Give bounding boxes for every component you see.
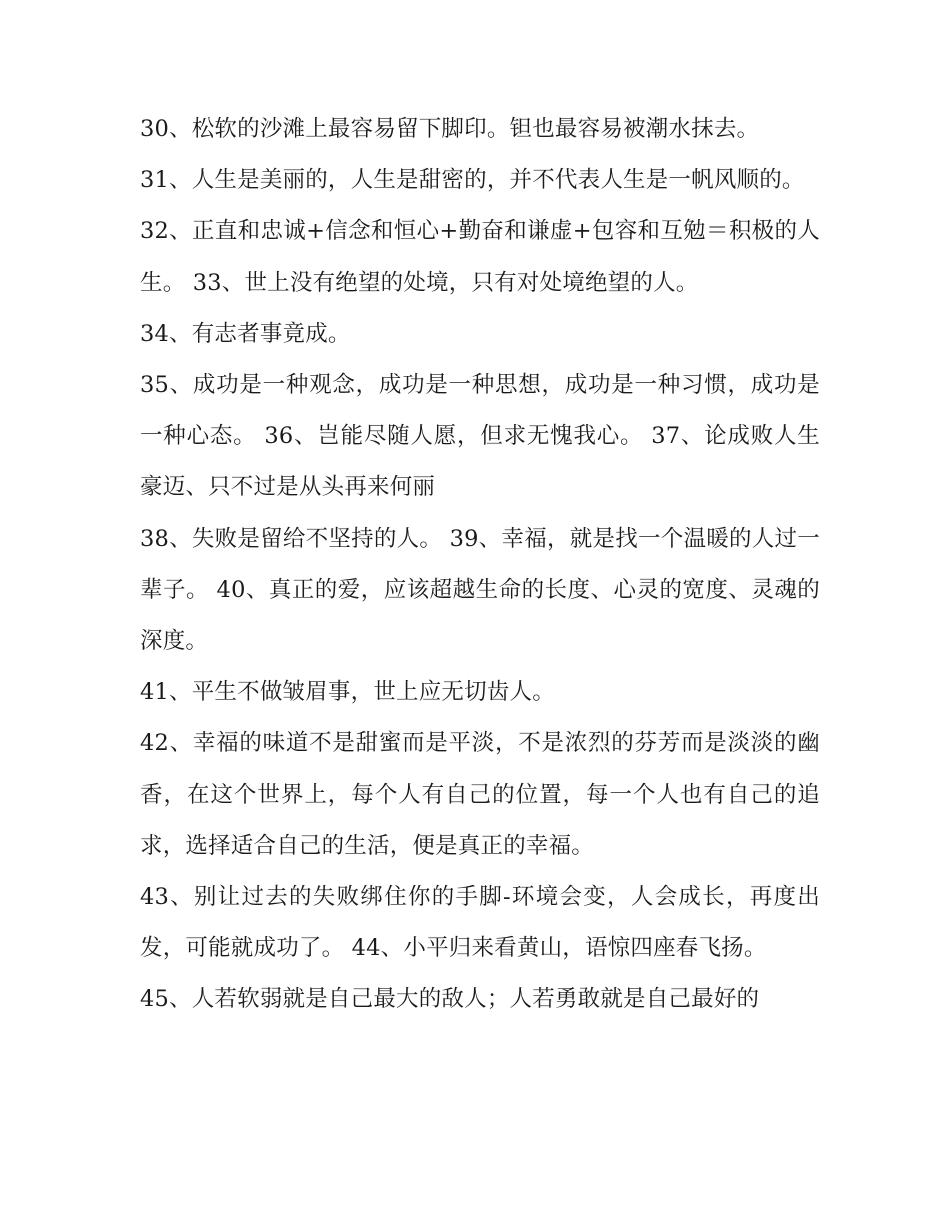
paragraph-35-37: 35、成功是一种观念，成功是一种思想，成功是一种习惯，成功是一种心态。 36、岂能尽随人愿，但求无愧我心。 37、论成败人生豪迈、只不过是从头再来何丽 — [140, 372, 820, 501]
paragraph-31: 31、人生是美丽的，人生是甜密的，并不代表人生是一帆风顺的。 — [140, 167, 805, 194]
paragraph-43-44: 43、别让过去的失败绑住你的手脚-环境会变，人会成长，再度出发，可能就成功了。 44、小平归来看黄山，语惊四座春飞扬。 — [140, 884, 820, 962]
paragraph-32-33: 32、正直和忠诚+信念和恒心+勤奋和谦虚+包容和互勉＝积极的人生。 33、世上没有绝望的处境，只有对处境绝望的人。 — [140, 218, 820, 296]
paragraph-30: 30、松软的沙滩上最容易留下脚印。钽也最容易被潮水抹去。 — [140, 116, 760, 142]
paragraph-34: 34、有志者事竟成。 — [140, 320, 351, 347]
paragraph-38-40: 38、失败是留给不坚持的人。 39、幸福，就是找一个温暖的人过一辈子。 40、真正的爱，应该超越生命的长度、心灵的宽度、灵魂的深度。 — [140, 525, 820, 655]
document-body — [140, 104, 820, 1026]
paragraph-42: 42、幸福的味道不是甜蜜而是平淡，不是浓烈的芬芳而是淡淡的幽香，在这个世界上，每个人有自己的位置，每一个人也有自己的追求，选择适合自己的生活，便是真正的幸福。 — [140, 730, 820, 859]
paragraph-41: 41、平生不做皱眉事，世上应无切齿人。 — [140, 679, 555, 706]
paragraph-45: 45、人若软弱就是自己最大的敌人；人若勇敢就是自己最好的 — [140, 986, 760, 1013]
